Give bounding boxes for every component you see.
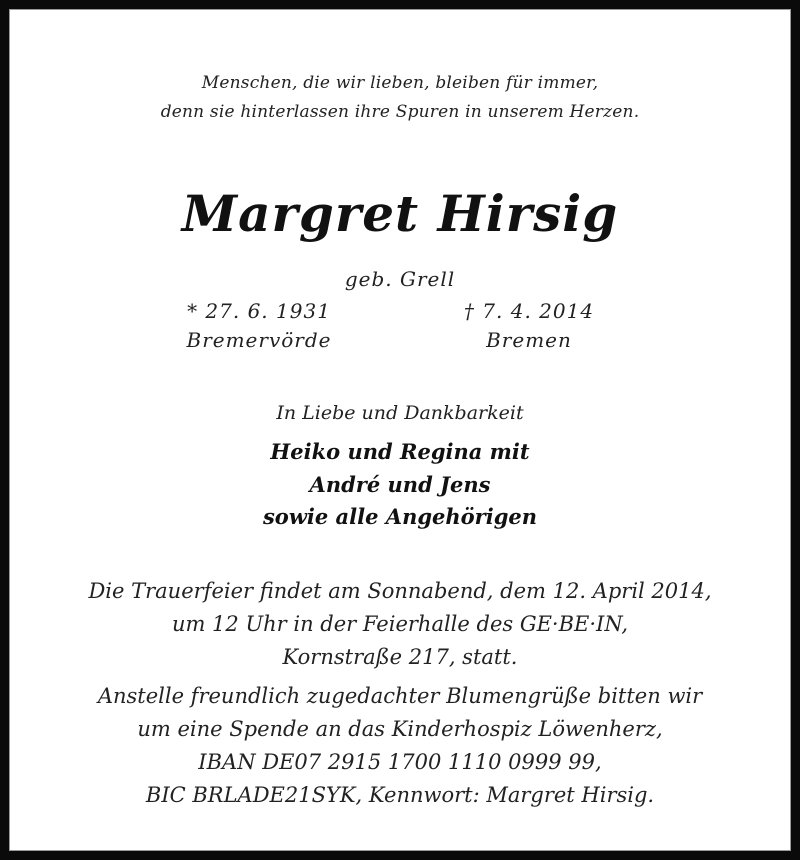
donation-line-1: Anstelle freundlich zugedachter Blumengrüße bitten wir (97, 684, 703, 708)
dedication: In Liebe und Dankbarkeit (276, 402, 524, 424)
death-place: Bremen (486, 328, 572, 352)
donation-line-2: um eine Spende an das Kinderhospiz Löwenherz, (137, 717, 663, 741)
born-name: geb. Grell (344, 267, 456, 291)
death-date: † 7. 4. 2014 (463, 299, 595, 323)
funeral-line-2: um 12 Uhr in der Feierhalle des GE·BE·IN, (171, 612, 629, 636)
quote-line-1: Menschen, die wir lieben, bleiben für immer, (201, 73, 599, 93)
donation-line-4: BIC BRLADE21SYK, Kennwort: Margret Hirsig. (145, 783, 655, 807)
mourners-line-3: sowie alle Angehörigen (262, 504, 538, 529)
birth-date: * 27. 6. 1931 (187, 299, 331, 323)
quote-line-2: denn sie hinterlassen ihre Spuren in unserem Herzen. (160, 102, 640, 122)
birth-place: Bremervörde (186, 328, 332, 352)
funeral-line-1: Die Trauerfeier findet am Sonnabend, dem 12. April 2014, (88, 579, 712, 603)
deceased-name: Margret Hirsig (181, 184, 619, 243)
mourners-line-2: André und Jens (309, 472, 491, 497)
mourners-line-1: Heiko und Regina mit (270, 439, 530, 464)
donation-line-3: IBAN DE07 2915 1700 1110 0999 99, (198, 750, 602, 774)
funeral-line-3: Kornstraße 217, statt. (282, 645, 518, 669)
